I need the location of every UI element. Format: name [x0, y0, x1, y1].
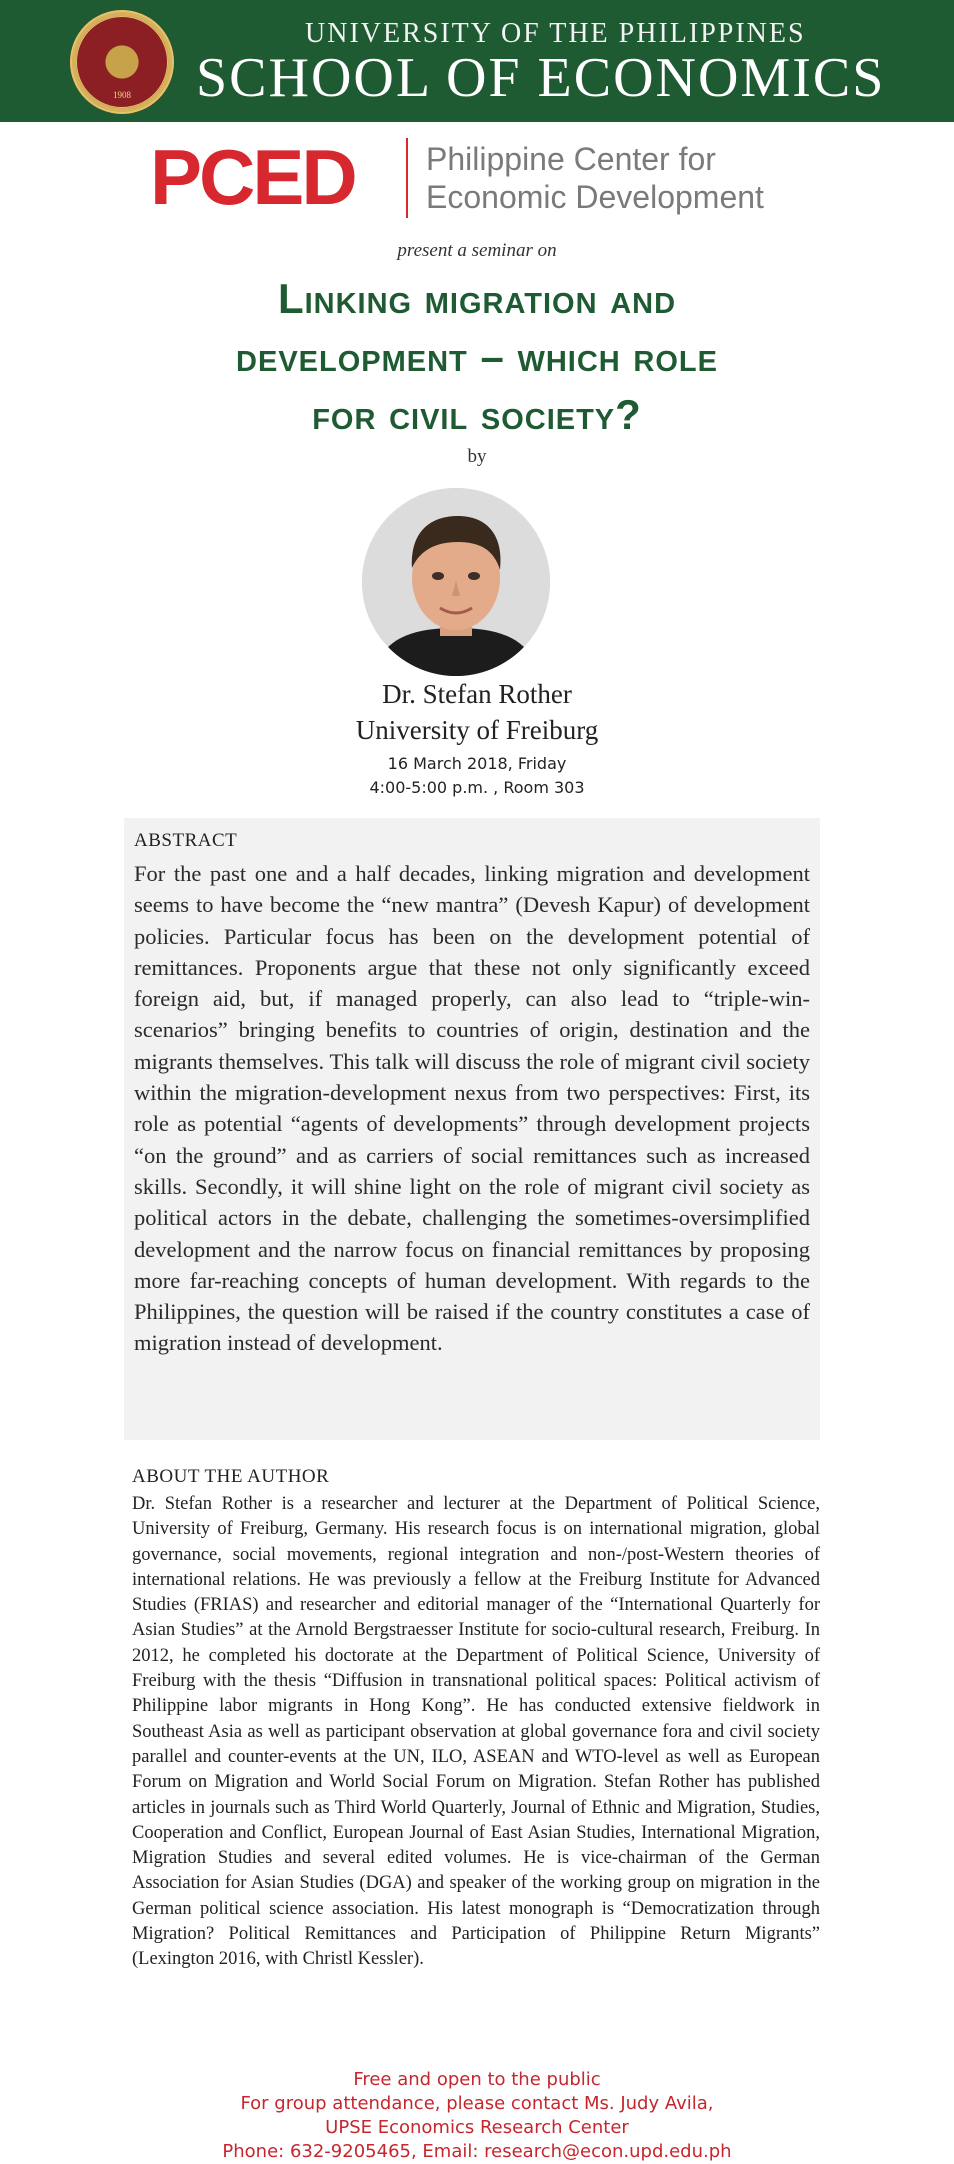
pced-full-name: [426, 140, 846, 216]
event-datetime: [0, 752, 954, 800]
pced-logo: PCED: [150, 133, 355, 221]
abstract-heading: ABSTRACT: [134, 830, 238, 851]
event-date: 16 March 2018, Friday: [387, 754, 567, 773]
header-banner: [0, 0, 954, 122]
logo-divider: [406, 138, 408, 218]
speaker-block: [0, 676, 954, 748]
seminar-title: [90, 270, 864, 444]
speaker-portrait-image: [362, 488, 550, 676]
speaker-name: Dr. Stefan Rother: [382, 679, 572, 709]
seminar-title-line2: development – which role: [236, 333, 718, 380]
school-title: SCHOOL OF ECONOMICS: [196, 47, 886, 109]
by-label: by: [467, 446, 487, 467]
seminar-intro: present a seminar on: [397, 240, 557, 261]
footer-line3: UPSE Economics Research Center: [325, 2117, 629, 2138]
university-seal-icon: [70, 10, 174, 114]
pced-name-line2: Economic Development: [426, 179, 764, 215]
university-title: UNIVERSITY OF THE PHILIPPINES: [305, 18, 806, 49]
event-time-room: 4:00-5:00 p.m. , Room 303: [369, 778, 585, 797]
speaker-portrait: [362, 488, 550, 676]
footer-line2: For group attendance, please contact Ms. Judy Avila,: [240, 2093, 714, 2114]
seal-year: 1908: [113, 90, 131, 100]
pced-name-line1: Philippine Center for: [426, 141, 716, 177]
speaker-affiliation: University of Freiburg: [355, 715, 599, 745]
seminar-title-line1: Linking migration and: [277, 275, 677, 322]
footer-line1: Free and open to the public: [353, 2069, 601, 2090]
abstract-body: For the past one and a half decades, linking migration and development seems to have become the “new mantra” (Devesh Kapur) of development policies. Particular focus has been on the development potential of remittances. Proponents argue that these not only significantly exceed foreign aid, but, if managed properly, can also lead to “triple-win-scenarios” bringing benefits to countries of origin, destination and the migrants themselves. This talk will discuss the role of migrant civil society within the migration-development nexus from two perspectives: First, its role as potential “agents of developments” through development projects “on the ground” and as carriers of social remittances such as increased skills. Secondly, it will shine light on the role of migrant civil society as political actors in the debate, challenging the sometimes-oversimplified development and the narrow focus on financial remittances by proposing more far-reaching concepts of human development. With regards to the Philippines, the question will be raised if the country constitutes a case of migration instead of development.: [134, 861, 810, 1356]
author-body: Dr. Stefan Rother is a researcher and lecturer at the Department of Political Science, University of Freiburg, Germany. His research focus is on international migration, global governance, social movements, regional integration and non-/post-Western theories of international relations. He was previously a fellow at the Freiburg Institute for Advanced Studies (FRIAS) and researcher and editorial manager of the “International Quarterly for Asian Studies” at the Arnold Bergstraesser Institute for socio-cultural research, Freiburg. In 2012, he completed his doctorate at the Department of Political Science, University of Freiburg with the thesis “Diffusion in transnational political spaces: Political activism of Philippine labor migrants in Hong Kong”. He has conducted extensive fieldwork in Southeast Asia as well as participant observation at global governance fora and civil society parallel and counter-events at the UN, ILO, ASEAN and WTO-level as well as European Forum on Migration and World Social Forum on Migration. Stefan Rother has published articles in journals such as Third World Quarterly, Journal of Ethnic and Migration, Studies, Cooperation and Conflict, European Journal of East Asian Studies, International Migration, Migration Studies and several edited volumes. He is vice-chairman of the German Association for Asian Studies (DGA) and speaker of the working group on migration in the German political science association. His latest monograph is “Democratization through Migration? Political Remittances and Participation of Philippine Return Migrants” (Lexington 2016, with Christl Kessler).: [132, 1494, 820, 1970]
author-heading: ABOUT THE AUTHOR: [132, 1466, 330, 1487]
seminar-title-line3: for civil society?: [312, 391, 642, 438]
footer-line4: Phone: 632-9205465, Email: research@econ.upd.edu.ph: [222, 2141, 732, 2162]
footer-contact: [0, 2068, 954, 2164]
